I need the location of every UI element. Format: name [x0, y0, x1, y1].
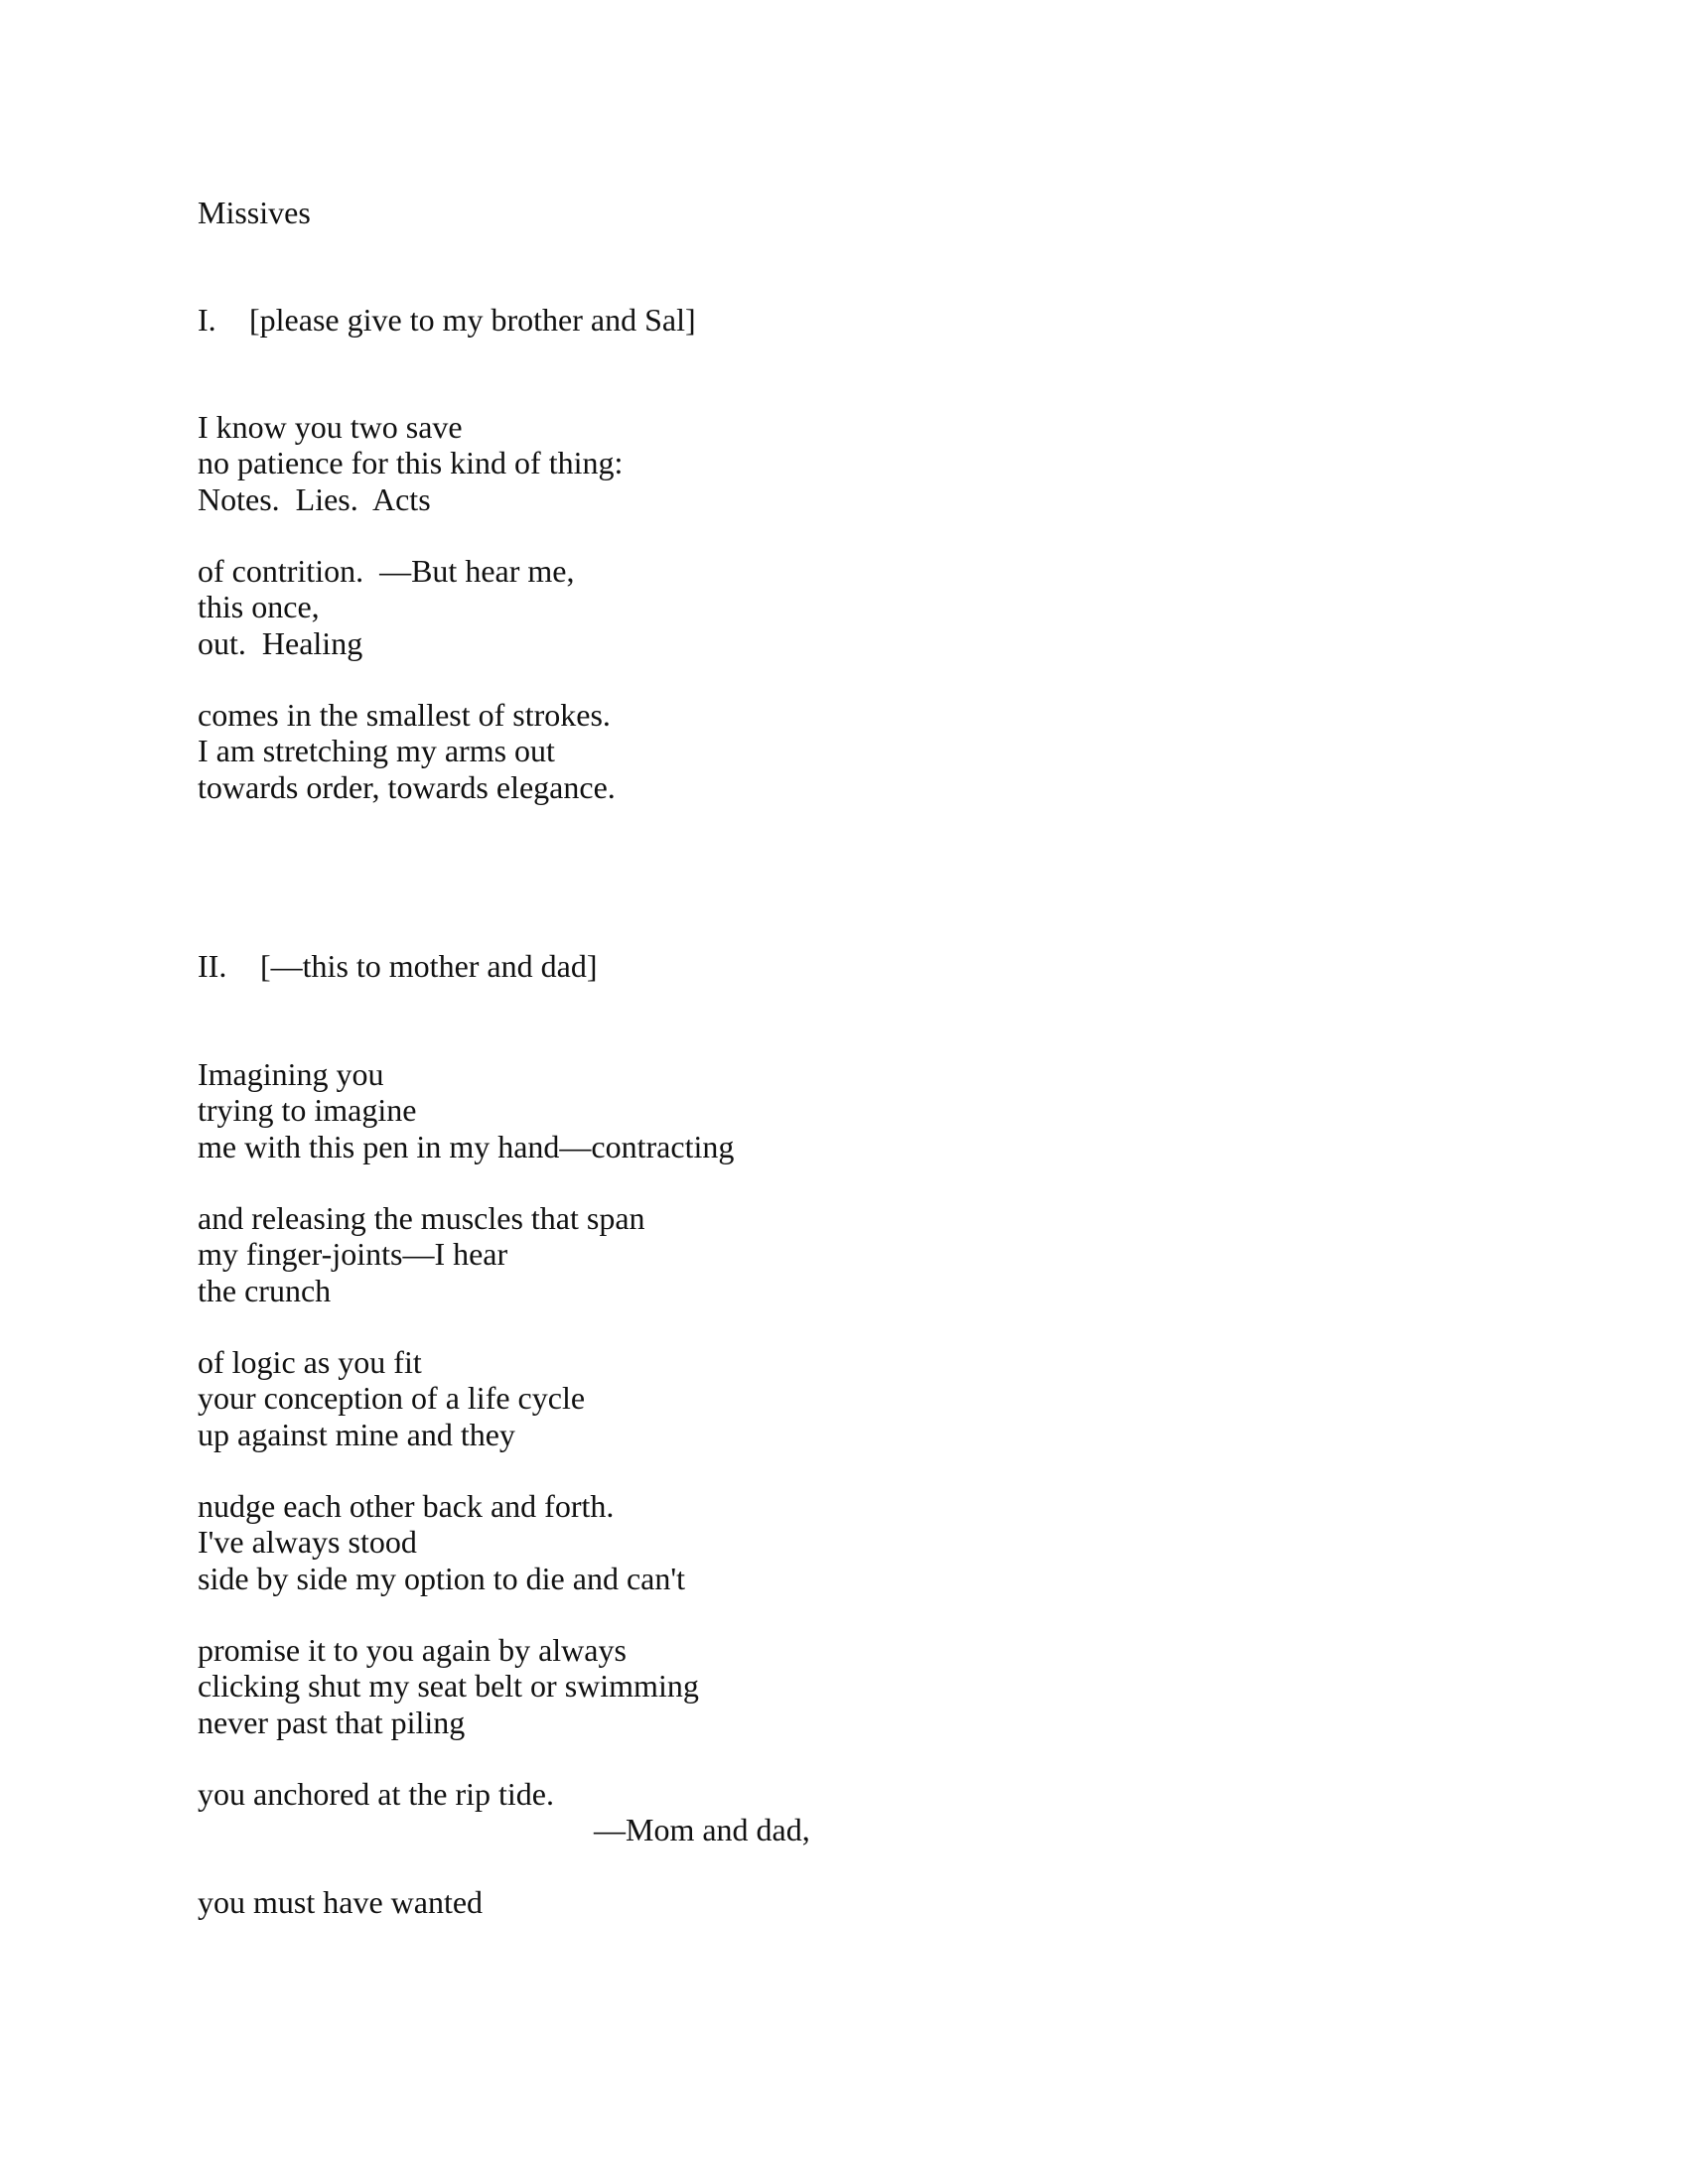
section-2-stanza-1	[198, 1056, 734, 1164]
poem-line: promise it to you again by always	[198, 1632, 627, 1668]
section-2-stanza-5	[198, 1632, 699, 1740]
section-1-numeral: I.	[198, 302, 216, 338]
poem-line: never past that piling	[198, 1704, 466, 1740]
poem-line: and releasing the muscles that span	[198, 1200, 645, 1236]
poem-line: I am stretching my arms out	[198, 733, 555, 769]
poem-line: clicking shut my seat belt or swimming	[198, 1668, 699, 1705]
poem-line: my finger-joints—I hear	[198, 1236, 508, 1273]
poem-line: you anchored at the rip tide.	[198, 1776, 554, 1812]
poem-line: of logic as you fit	[198, 1344, 422, 1380]
poem-line: trying to imagine	[198, 1092, 417, 1129]
poem-line: of contrition. —But hear me,	[198, 553, 575, 589]
section-2-stanza-2	[198, 1200, 645, 1308]
poem-line: I've always stood	[198, 1524, 417, 1561]
poem-line: towards order, towards elegance.	[198, 768, 616, 805]
section-2-heading	[198, 948, 597, 984]
poem-line: you must have wanted	[198, 1884, 484, 1920]
poem-line: Imagining you	[198, 1056, 384, 1092]
section-2-stanza-3	[198, 1344, 585, 1452]
section-2-stanza-7	[198, 1884, 483, 1920]
poem-line: the crunch	[198, 1272, 332, 1308]
section-1-stanza-1	[198, 409, 623, 517]
section-2-stanza-4	[198, 1488, 685, 1596]
poem-line: out. Healing	[198, 624, 363, 661]
section-1-heading	[198, 302, 696, 338]
section-2-numeral: II.	[198, 948, 227, 984]
poem-line: side by side my option to die and can't	[198, 1560, 686, 1596]
section-2-stanza-6	[198, 1776, 810, 1848]
poem-line: no patience for this kind of thing:	[198, 445, 624, 481]
section-1-stanza-3	[198, 697, 616, 805]
section-1-heading-text: [please give to my brother and Sal]	[249, 302, 696, 338]
section-1-stanza-2	[198, 553, 574, 661]
poem-line: comes in the smallest of strokes.	[198, 697, 611, 733]
poem-line: your conception of a life cycle	[198, 1380, 586, 1417]
poem-title: Missives	[198, 195, 311, 230]
poem-line: Notes. Lies. Acts	[198, 480, 431, 517]
poem-line-indented: —Mom and dad,	[594, 1812, 810, 1848]
poem-line: nudge each other back and forth.	[198, 1488, 615, 1524]
poem-line: me with this pen in my hand—contracting	[198, 1128, 735, 1164]
section-2-heading-text: [—this to mother and dad]	[260, 948, 598, 984]
poem-line: up against mine and they	[198, 1416, 515, 1452]
poem-line: I know you two save	[198, 409, 463, 445]
poem-line: this once,	[198, 589, 320, 625]
